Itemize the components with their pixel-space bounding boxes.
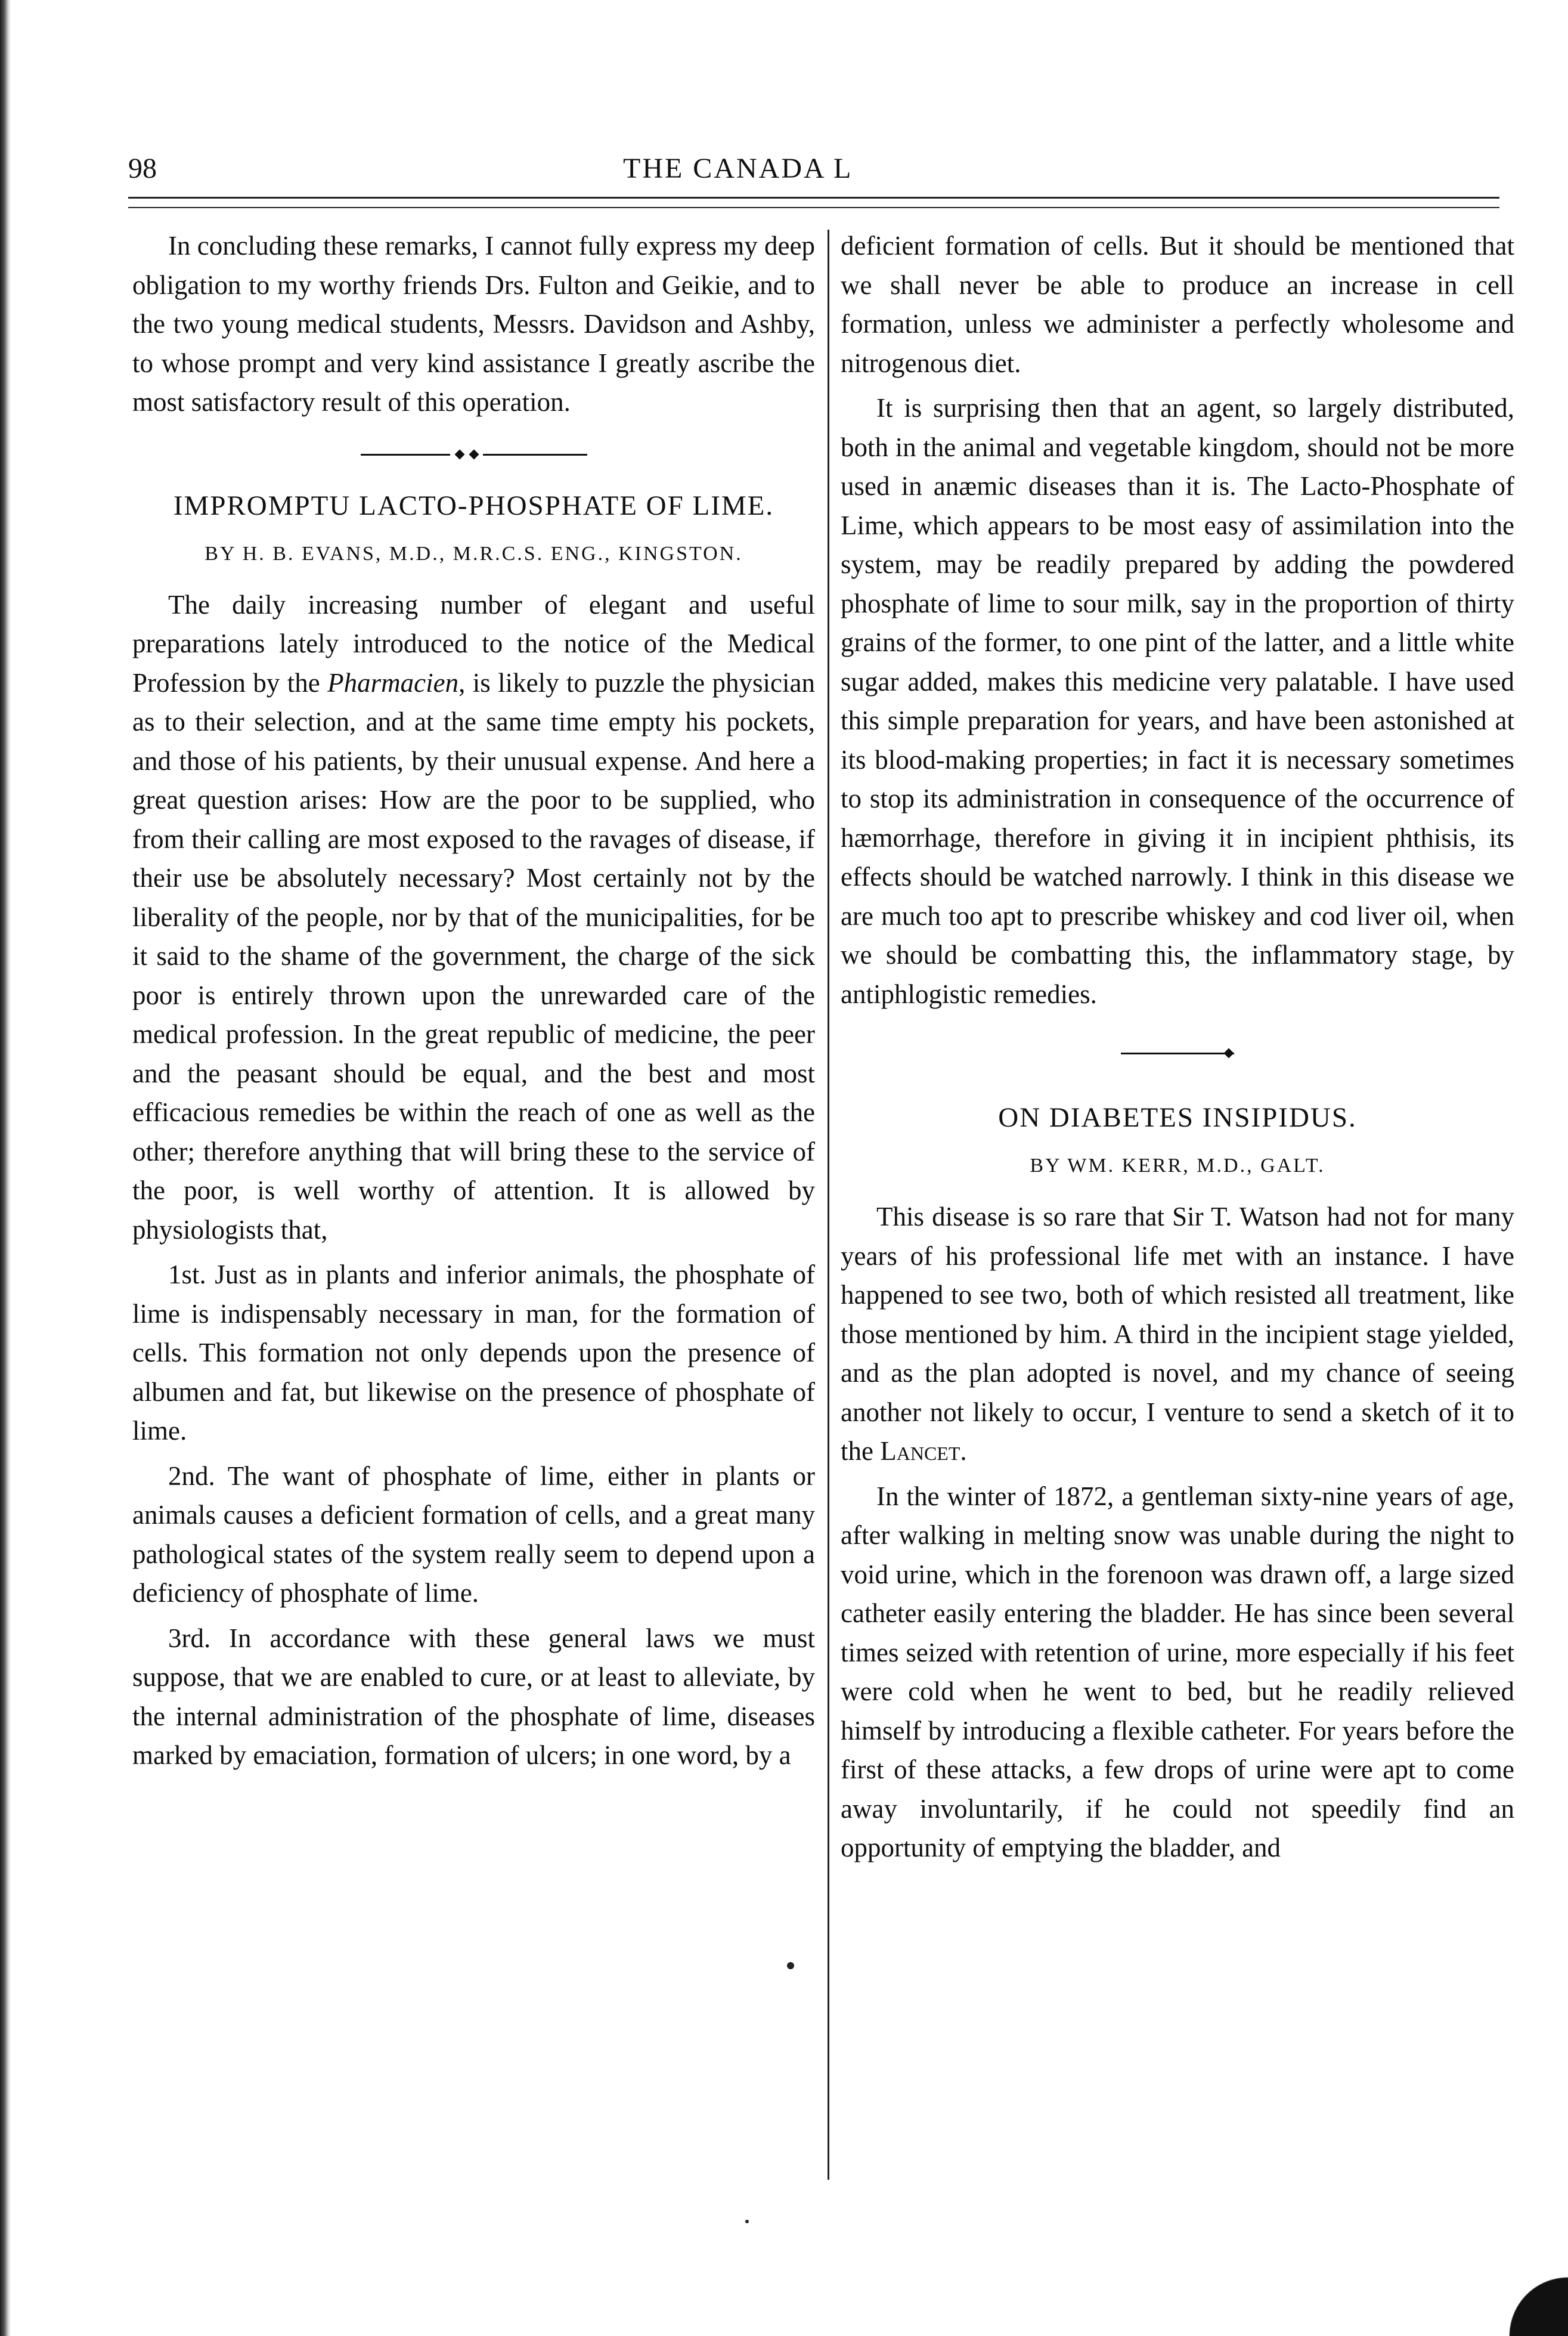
ornament-line (1121, 1053, 1234, 1054)
paragraph: 3rd. In accordance with these general laws we must suppose, that we are enabled to cure, or at least to alleviate, by the internal administration of the phosphate of lime, diseases marked by emaciation, formation of ulcers; in one word, by a (132, 1623, 815, 1770)
left-column (132, 227, 815, 1781)
article-byline: BY WM. KERR, M.D., GALT. (1030, 1155, 1325, 1177)
text-run: This disease is so rare that Sir T. Watson had not for many years of his professional life met with an instance. I have happened to see two, both of which resisted all treatment, like those mentioned by him. A third in the incipient stage yielded, and as the plan adopted is novel, and my chance of seeing another not likely to occur, I venture to send a sketch of it to the (841, 1202, 1514, 1466)
paragraph: 2nd. The want of phosphate of lime, either in plants or animals causes a deficient formation of cells, and a great many pathological states of the system really seem to depend upon a deficiency of phosphate of lime. (132, 1461, 815, 1608)
paragraph: In the winter of 1872, a gentleman sixty-nine years of age, after walking in melting snow was unable during the night to void urine, which in the forenoon was drawn off, a large sized catheter easily entering the bladder. He has since been several times seized with retention of urine, more especially if his feet were cold when he went to bed, but he readily relieved himself by introducing a flexible catheter. For years before the first of these attacks, a few drops of urine were apt to come away involuntarily, if he could not speedily find an opportunity of emptying the bladder, and (841, 1481, 1514, 1862)
paragraph: 1st. Just as in plants and inferior animals, the phosphate of lime is indispensably necessary in man, for the formation of cells. This formation not only depends upon the presence of albumen and fat, but likewise on the presence of phosphate of lime. (132, 1260, 815, 1446)
ornament-dot (469, 449, 479, 459)
ornament-line (483, 454, 587, 456)
paragraph (132, 586, 815, 1250)
text-run: , is likely to puzzle the physician as to their selection, and at the same time empty his pockets, and those of his patients, by their unusual expense. And here a great question arises: How are the poor to be supplied, who from their calling are most exposed to the ravages of disease, if their use be absolutely necessary? Most certainly not by the liberality of the people, nor by that of the municipalities, for be it said to the shame of the government, the charge of the sick poor is entirely thrown upon the unrewarded care of the medical profession. In the great republic of medicine, the peer and the peasant should be equal, and the best and most efficacious remedies be within the reach of one as well as the other; therefore anything that will bring these to the service of the poor, is well worthy of attention. It is allowed by physiologists that, (132, 667, 815, 1245)
ink-speck (787, 1962, 794, 1969)
ornament-dot (1224, 1048, 1234, 1059)
column-divider (828, 230, 829, 2180)
small-caps-term: Lancet (880, 1436, 960, 1466)
page-header (128, 152, 1499, 194)
italic-term: Pharmacien (327, 667, 459, 698)
paragraph: In concluding these remarks, I cannot fully express my deep obligation to my worthy friends Drs. Fulton and Geikie, and to the two young medical students, Messrs. Davidson and Ashby, to whose prompt and very kind assistance I greatly ascribe the most satisfactory result of this operation. (132, 231, 815, 417)
ornament-line (361, 454, 450, 456)
paragraph (841, 1198, 1514, 1471)
page-corner-shadow (1496, 2258, 1568, 2336)
page-number: 98 (128, 153, 157, 184)
header-double-rule (128, 197, 1499, 208)
section-ornament (361, 451, 587, 458)
right-column (841, 227, 1514, 1874)
text-run: The daily increasing number of elegant and useful preparations lately introduced to the notice of the Medical Profession by the (132, 589, 815, 698)
text-run: . (960, 1436, 967, 1466)
section-ornament (1121, 1050, 1234, 1057)
article-title: ON DIABETES INSIPIDUS. (998, 1102, 1357, 1133)
page-spine-shadow (0, 0, 11, 2336)
article-byline: BY H. B. EVANS, M.D., M.R.C.S. ENG., KINGSTON. (204, 542, 743, 565)
paragraph: It is surprising then that an agent, so largely distributed, both in the animal and vegetable kingdom, should not be more used in anæmic diseases than it is. The Lacto-Phosphate of Lime, which appears to be most easy of assimilation into the system, may be readily prepared by adding the powdered phosphate of lime to sour milk, say in the proportion of thirty grains of the former, to one pint of the latter, and a little white sugar added, makes this medicine very palatable. I have used this simple preparation for years, and have been astonished at its blood-making properties; in fact it is necessary sometimes to stop its administration in consequence of the occurrence of hæmorrhage, therefore in giving it in incipient phthisis, its effects should be watched narrowly. I think in this disease we are much too apt to prescribe whiskey and cod liver oil, when we should be combatting this, the inflammatory stage, by antiphlogistic remedies. (841, 393, 1514, 1009)
running-title: THE CANADA L (623, 153, 853, 184)
ink-speck (745, 2220, 749, 2223)
article-title: IMPROMPTU LACTO-PHOSPHATE OF LIME. (173, 490, 774, 521)
paragraph: deficient formation of cells. But it should be mentioned that we shall never be able to produce an increase in cell formation, unless we administer a perfectly wholesome and nitrogenous diet. (841, 231, 1514, 378)
ornament-dot (454, 449, 464, 459)
